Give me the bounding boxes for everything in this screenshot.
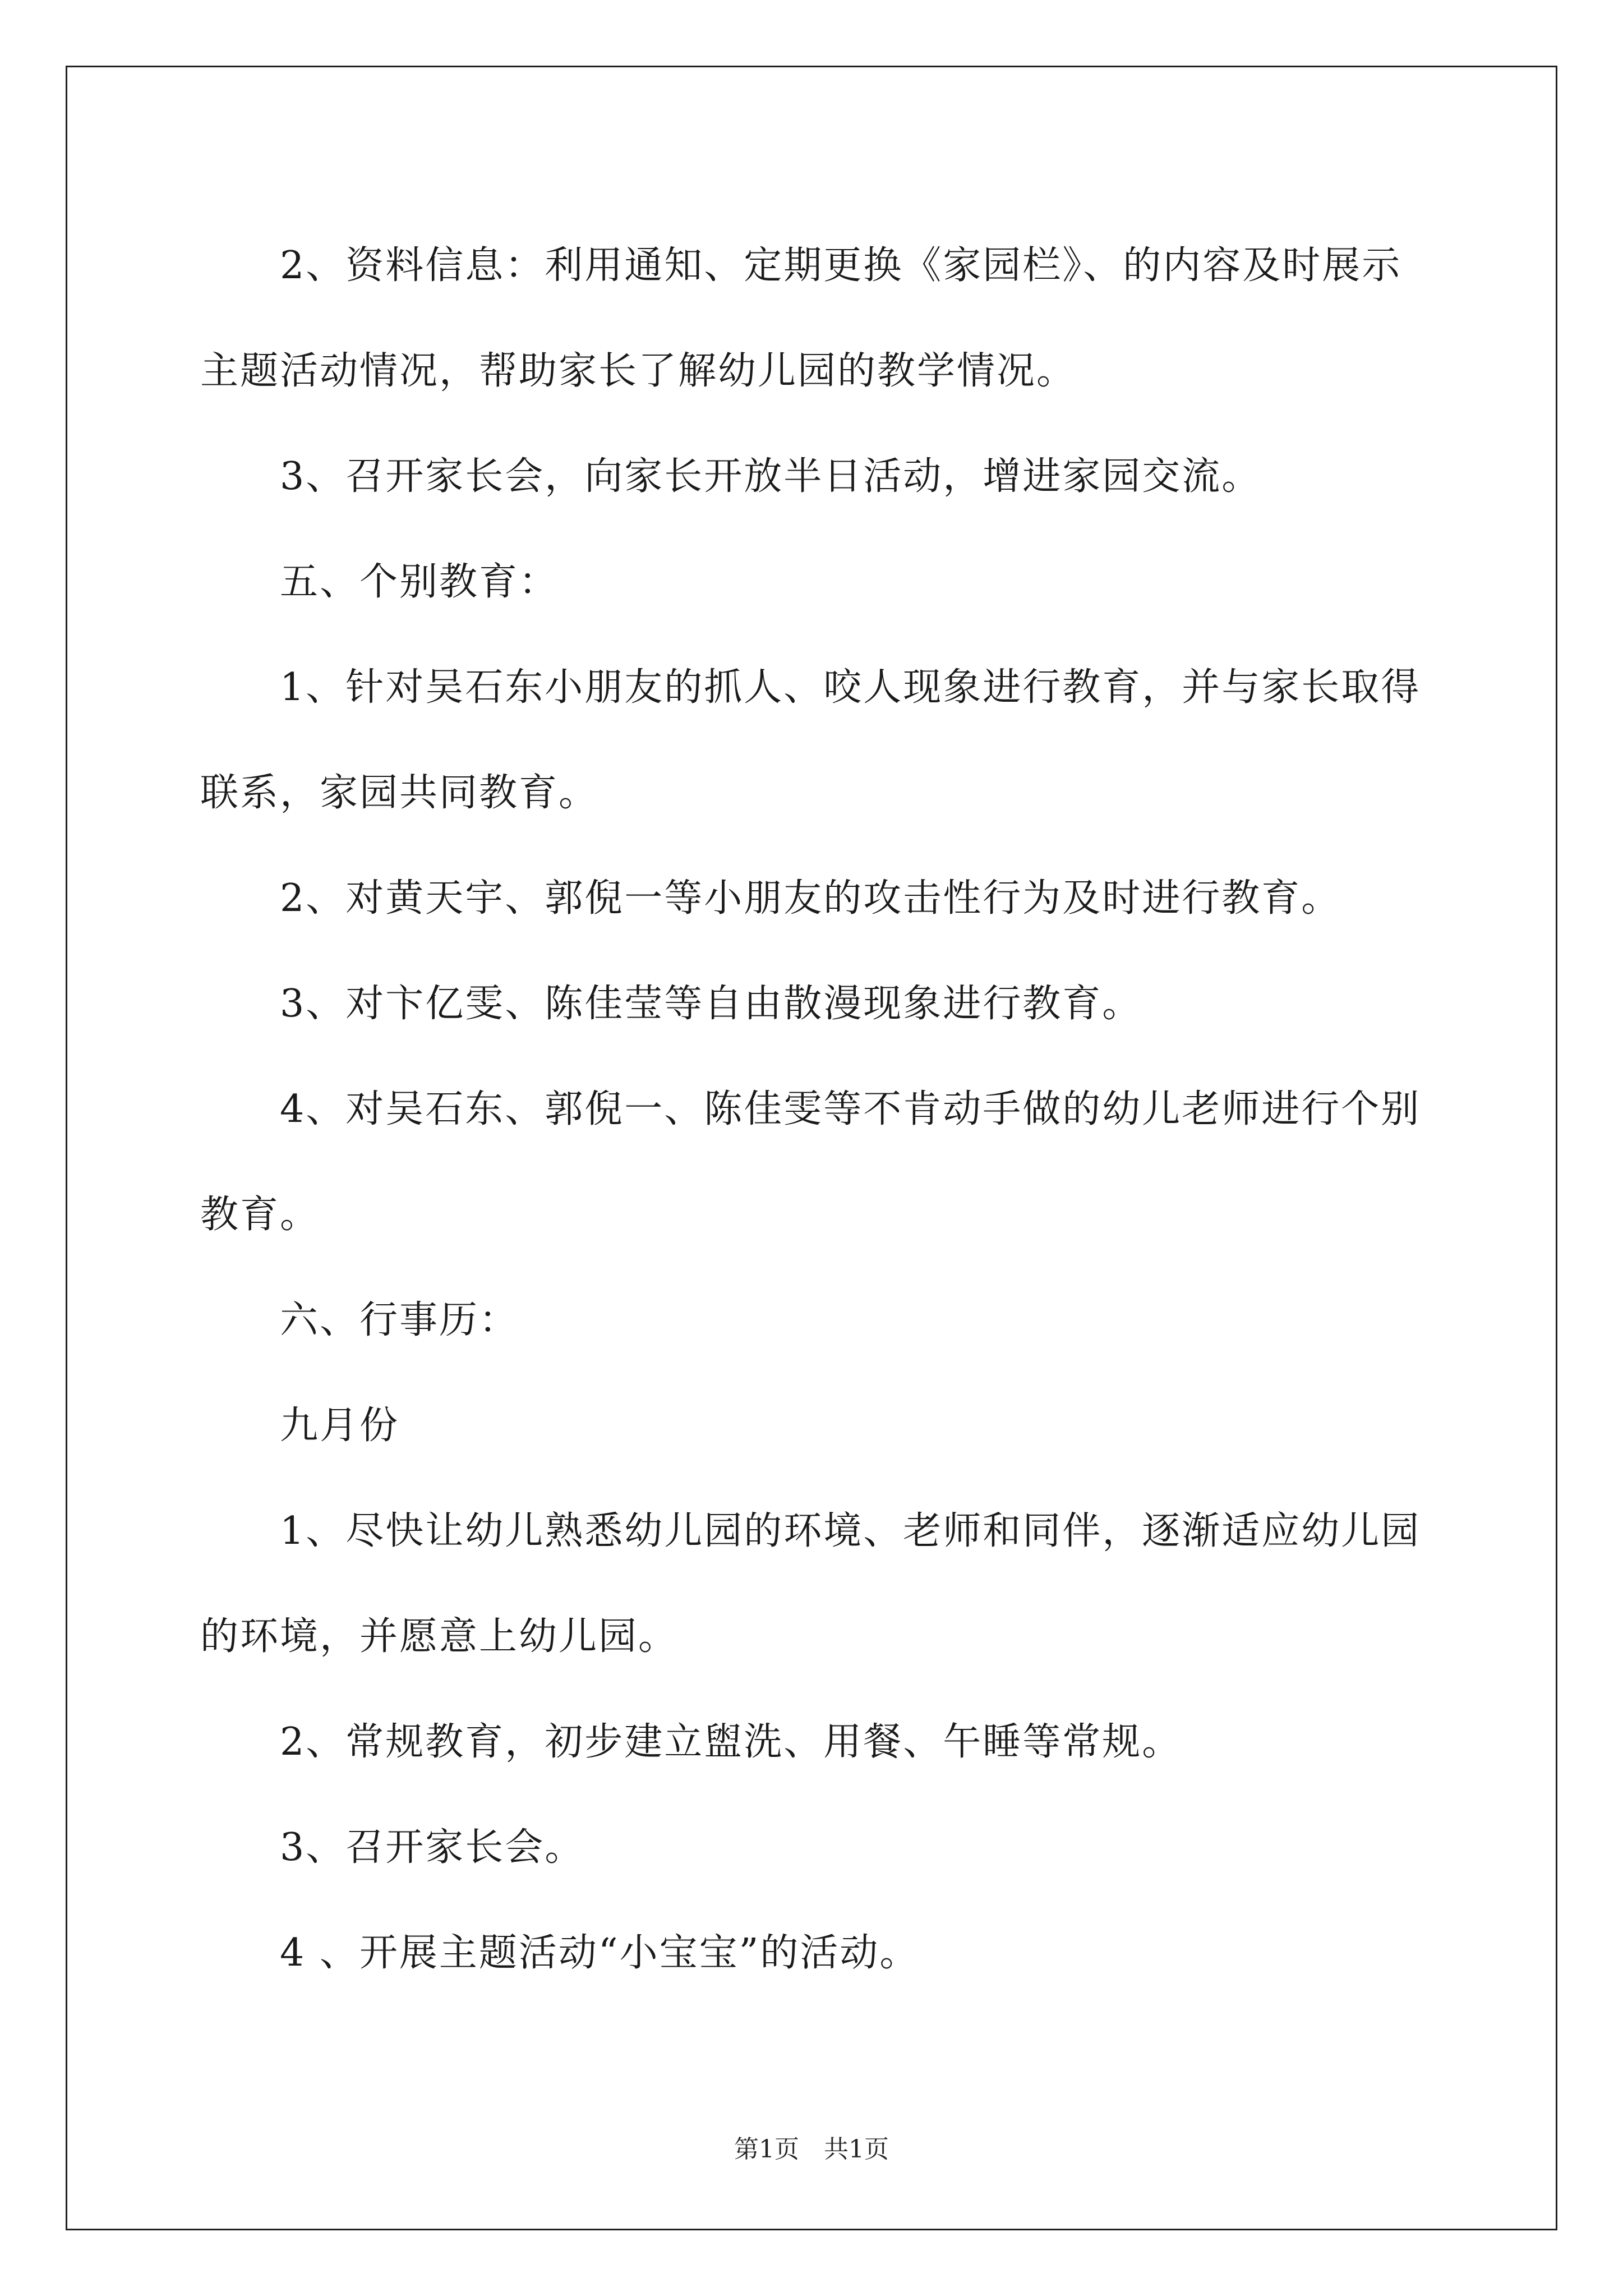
paragraph-1-line-1: 2、资料信息：利用通知、定期更换《家园栏》、的内容及时展示 xyxy=(280,243,1402,288)
document-body xyxy=(200,213,1428,2006)
paragraph-7-line-2: 教育。 xyxy=(200,1193,320,1237)
section-heading-5: 五、个别教育： xyxy=(280,560,559,604)
paragraph-10-line-1: 1、尽快让幼儿熟悉幼儿园的环境、老师和同伴，逐渐适应幼儿园 xyxy=(280,1509,1421,1553)
paragraph-13: 4 、开展主题活动“小宝宝”的活动。 xyxy=(280,1931,920,1975)
month-heading: 九月份 xyxy=(280,1404,400,1448)
section-heading-6: 六、行事历： xyxy=(280,1298,519,1342)
paragraph-4-line-1: 1、针对吴石东小朋友的抓人、咬人现象进行教育，并与家长取得 xyxy=(280,665,1421,710)
page-number-footer: 第1页 共1页 xyxy=(734,2135,889,2164)
paragraph-11: 2、常规教育，初步建立盥洗、用餐、午睡等常规。 xyxy=(280,1720,1182,1764)
paragraph-2: 3、召开家长会，向家长开放半日活动，增进家园交流。 xyxy=(280,454,1262,499)
paragraph-12: 3、召开家长会。 xyxy=(280,1825,585,1870)
paragraph-4-line-2: 联系，家园共同教育。 xyxy=(200,771,599,815)
paragraph-1-line-2: 主题活动情况，帮助家长了解幼儿园的教学情况。 xyxy=(200,349,1077,393)
paragraph-10-line-2: 的环境，并愿意上幼儿园。 xyxy=(200,1614,679,1659)
paragraph-6: 3、对卞亿雯、陈佳莹等自由散漫现象进行教育。 xyxy=(280,982,1142,1026)
paragraph-5: 2、对黄天宇、郭倪一等小朋友的攻击性行为及时进行教育。 xyxy=(280,876,1341,921)
paragraph-7-line-1: 4、对吴石东、郭倪一、陈佳雯等不肯动手做的幼儿老师进行个别 xyxy=(280,1087,1421,1131)
